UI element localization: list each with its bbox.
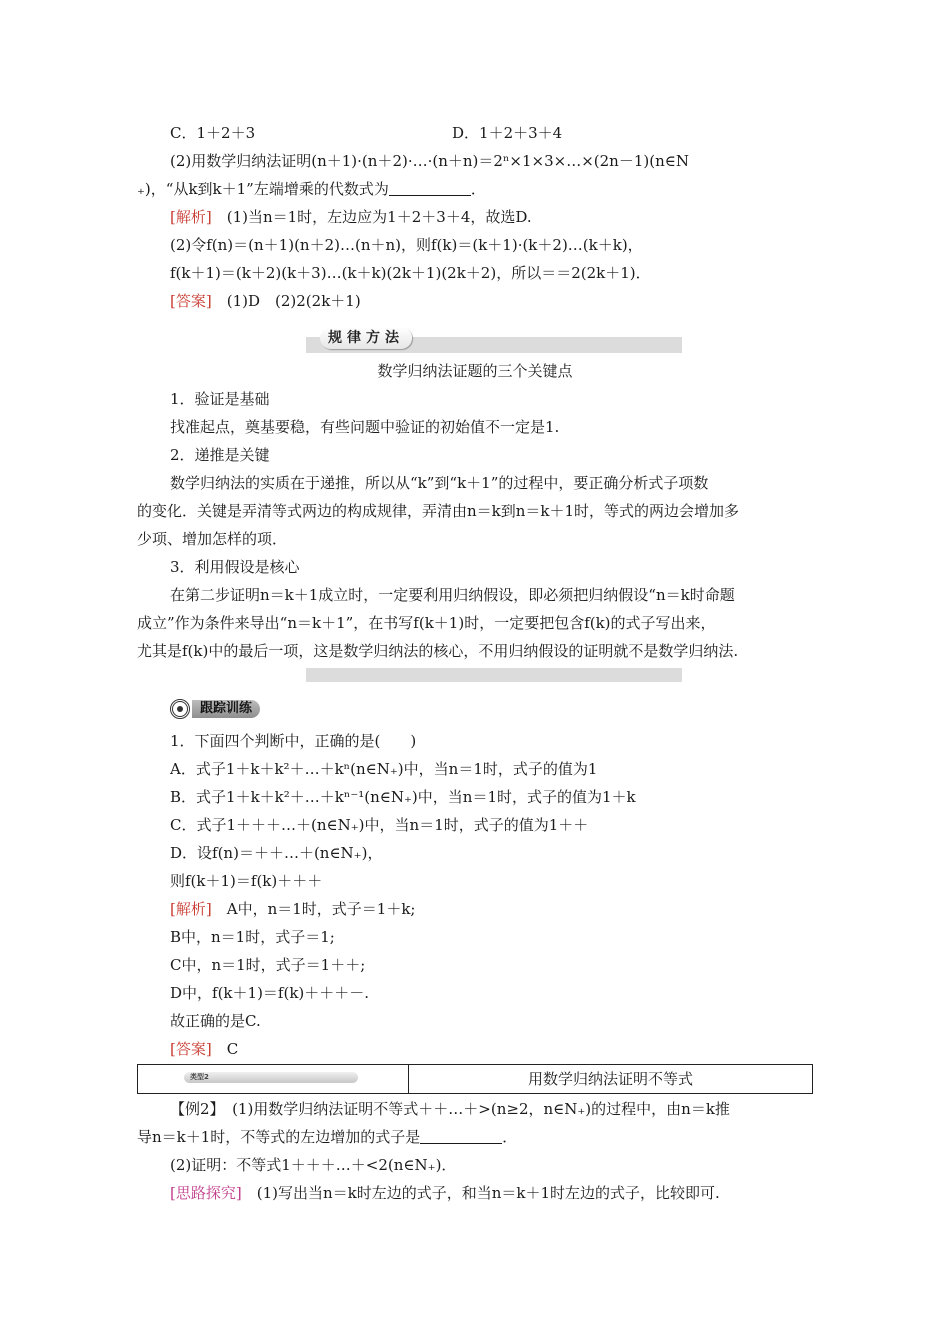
option-d: D．1＋2＋3＋4 (452, 124, 563, 142)
type-2-header (137, 1064, 813, 1094)
example-2-text-1: (1)用数学归纳法证明不等式＋＋…＋>(n≥2，n∈N₊)的过程中，由n＝k推 (232, 1100, 730, 1118)
exercise-1-question: 1．下面四个判断中，正确的是( ) (170, 732, 417, 750)
example-2-text-2: 导n＝k＋1时，不等式的左边增加的式子是 (137, 1128, 421, 1146)
exercise-1-option-a: A．式子1＋k＋k²＋…＋kⁿ(n∈N₊)中，当n＝1时，式子的值为1 (170, 760, 598, 778)
exercise-analysis-d: D中，f(k＋1)＝f(k)＋＋＋－. (170, 984, 370, 1002)
answer-blank (389, 181, 471, 196)
method-point-3-body-1: 在第二步证明n＝k＋1成立时，一定要利用归纳假设，即必须把归纳假设“n＝k时命题 (170, 586, 735, 604)
method-title: 数学归纳法证题的三个关键点 (377, 362, 573, 380)
analysis-line-1 (170, 206, 532, 228)
exercise-answer (170, 1038, 238, 1060)
track-header (170, 698, 288, 720)
method-footer-bar (306, 668, 682, 682)
question-2-line-1: (2)用数学归纳法证明(n＋1)·(n＋2)·…·(n＋n)＝2ⁿ×1×3×…×(2n－1)(n∈N (170, 152, 689, 170)
example-2-end: ． (502, 1128, 518, 1146)
method-point-3-head: 3．利用假设是核心 (170, 558, 300, 576)
exercise-analysis-c: C中，n＝1时，式子＝1＋＋; (170, 956, 366, 974)
exercise-1-option-b: B．式子1＋k＋k²＋…＋kⁿ⁻¹(n∈N₊)中，当n＝1时，式子的值为1＋k (170, 788, 636, 806)
exercise-1-option-d: D．设f(n)＝＋＋…＋(n∈N₊)， (170, 844, 383, 862)
example-2-line-3: (2)证明：不等式1＋＋＋…＋<2(n∈N₊)． (170, 1156, 457, 1174)
exercise-analysis-label: [解析] (170, 900, 212, 918)
exercise-answer-text: C (226, 1040, 239, 1058)
exercise-1-option-d-cont: 则f(k＋1)＝f(k)＋＋＋ (170, 872, 323, 890)
method-point-2-body-1: 数学归纳法的实质在于递推，所以从“k”到“k＋1”的过程中，要正确分析式子项数 (170, 474, 709, 492)
answer-line (170, 290, 361, 312)
exercise-answer-label: [答案] (170, 1040, 212, 1058)
type-2-left-cell (138, 1065, 409, 1093)
method-point-2-body-3: 少项、增加怎样的项． (137, 530, 288, 548)
method-point-1-head: 1．验证是基础 (170, 390, 270, 408)
question-2-line-2 (137, 178, 486, 200)
analysis-label: [解析] (170, 208, 212, 226)
exercise-analysis-b: B中，n＝1时，式子＝1; (170, 928, 335, 946)
answer-label: [答案] (170, 292, 212, 310)
example-2-idea (170, 1182, 720, 1204)
exercise-1-option-c: C．式子1＋＋＋…＋(n∈N₊)中，当n＝1时，式子的值为1＋＋ (170, 816, 589, 834)
example-2-line-2 (137, 1126, 517, 1148)
method-point-1-body: 找准起点，奠基要稳，有些问题中验证的初始值不一定是1. (170, 418, 560, 436)
analysis-line-3: f(k＋1)＝(k＋2)(k＋3)…(k＋k)(2k＋1)(2k＋2)，所以＝＝2(2k＋1)． (170, 264, 651, 282)
answer-text: (1)D (2)2(2k＋1) (226, 292, 361, 310)
target-icon (170, 699, 190, 719)
idea-label: [思路探究] (170, 1184, 242, 1202)
idea-text: (1)写出当n＝k时左边的式子，和当n＝k＋1时左边的式子，比较即可. (256, 1184, 720, 1202)
option-c: C．1＋2＋3 (170, 124, 256, 142)
type-2-title: 用数学归纳法证明不等式 (527, 1070, 693, 1088)
question-2-end: ． (470, 180, 486, 198)
exercise-conclusion: 故正确的是C. (170, 1012, 261, 1030)
example-2-label: 【例2】 (170, 1100, 218, 1118)
method-point-2-head: 2．递推是关键 (170, 446, 270, 464)
track-label: 跟踪训练 (192, 700, 260, 718)
example-2-line-1 (170, 1098, 730, 1120)
exercise-analysis-a-text: A中，n＝1时，式子＝1＋k; (226, 900, 416, 918)
method-point-3-body-3: 尤其是f(k)中的最后一项，这是数学归纳法的核心，不用归纳假设的证明就不是数学归纳法. (137, 642, 739, 660)
exercise-analysis-a (170, 898, 415, 920)
type-2-badge: 类型2 (184, 1072, 358, 1083)
analysis-text-1: (1)当n＝1时，左边应为1＋2＋3＋4，故选D. (226, 208, 532, 226)
analysis-line-2: (2)令f(n)＝(n＋1)(n＋2)…(n＋n)，则f(k)＝(k＋1)·(k＋2)…(k＋k)， (170, 236, 643, 254)
example-2-blank (420, 1129, 502, 1144)
method-point-2-body-2: 的变化．关键是弄清等式两边的构成规律，弄清由n＝k到n＝k＋1时，等式的两边会增加多 (137, 502, 740, 520)
question-2-text: ₊)，“从k到k＋1”左端增乘的代数式为 (137, 180, 389, 198)
method-tag: 规律方法 (320, 327, 412, 349)
method-point-3-body-2: 成立”作为条件来导出“n＝k＋1”，在书写f(k＋1)时，一定要把包含f(k)的式子写出来， (137, 614, 716, 632)
